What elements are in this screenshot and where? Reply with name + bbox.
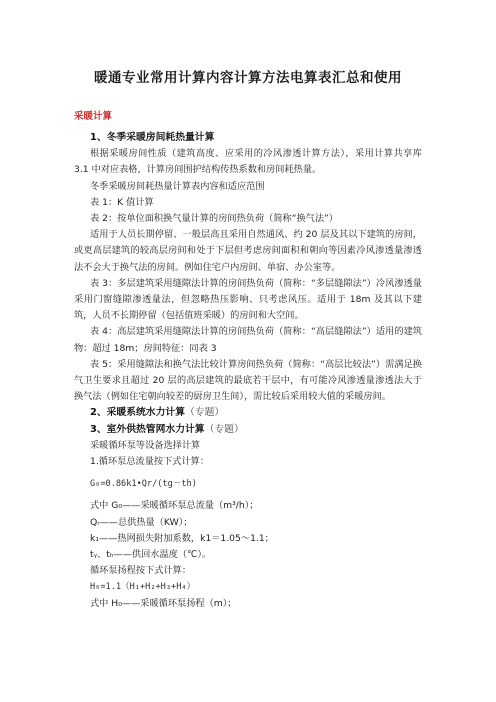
- heading-hydraulic-calc: [74, 405, 422, 421]
- paragraph-def-g: 式中 G₀——采暖循环泵总流量（m³/h）；: [90, 500, 259, 512]
- heading-network-calc-note: （专题）: [204, 423, 244, 435]
- paragraph-pump-selection: 采暖循环泵等设备选择计算: [90, 439, 201, 451]
- paragraph-def-h: 式中 H₀——采暖循环泵扬程（m）；: [90, 597, 237, 609]
- paragraph-table-1: 表 1：K 值计算: [90, 196, 154, 208]
- paragraph-pump-head: 循环泵扬程按下式计算：: [90, 565, 192, 577]
- formula-head: H₀=1.1（H₁+H₂+H₃+H₄）: [90, 582, 196, 593]
- paragraph-def-q: Qᵣ——总供热量（KW）；: [90, 516, 193, 528]
- paragraph-def-k: k₁——热网损失附加系数，k1＝1.05～1.1；: [90, 532, 274, 544]
- heading-network-calc: [74, 422, 422, 438]
- paragraph-table-4: 表 4：高层建筑采用缝隙法计算的房间热负荷（简称：“高层缝隙法”）适用的建筑物：超过 18m；房间特征：同表 3: [74, 326, 422, 354]
- heading-hydraulic-calc-text: 2、采暖系统水力计算: [90, 407, 185, 419]
- document-title: 暖通专业常用计算内容计算方法电算表汇总和使用: [94, 70, 402, 86]
- paragraph-table-2: 表 2：按单位面积换气量计算的房间热负荷（简称“换气法”）: [90, 213, 338, 225]
- paragraph-intro: 根据采暖房间性质（建筑高度、应采用的冷风渗透计算方法），采用计算共享库 3.1 中对应表格，计算房间围护结构传热系数和房间耗热量。: [74, 148, 422, 176]
- section-heading-heating: 采暖计算: [74, 111, 113, 122]
- paragraph-table-5: 表 5：采用缝隙法和换气法比较计算房间热负荷（简称：“高层比较法”）需满足换气卫生要求且超过 20 层的高层建筑的最底若干层中，有可能冷风渗透量渗透法大于换气法（例如住宅朝向较差的厨房卫生间），需比较后采用较大值的采暖房间。: [74, 358, 422, 403]
- heading-network-calc-text: 3、室外供热管网水力计算: [90, 423, 205, 435]
- heading-hydraulic-calc-note: （专题）: [185, 407, 225, 419]
- paragraph-pump-flow: 1.循环泵总流量按下式计算：: [90, 456, 210, 468]
- paragraph-table-3: 表 3：多层建筑采用缝隙法计算的房间热负荷（简称：“多层缝隙法”）冷风渗透量采用门窗缝隙渗透量法，但忽略热压影响、只考虑风压。适用于 18m 及其以下建筑，人员不长期停留（包括值班采暖）的房间和大空间。: [74, 277, 422, 322]
- paragraph-def-t: tᵧ、tₕ——供回水温度（℃）。: [90, 549, 212, 561]
- document-body: [74, 130, 422, 612]
- heading-room-heat-load: 1、冬季采暖房间耗热量计算: [90, 132, 215, 143]
- paragraph-table-list-title: 冬季采暖房间耗热量计算表内容和适应范围: [90, 180, 265, 192]
- formula-flow: G₀=0.86k1•Qr/(tg－th): [90, 479, 197, 490]
- paragraph-table-2-scope: 适用于人员长期停留、一般层高且采用自然通风、约 20 层及其以下建筑的房间，或更高层建筑的较高层房间和处于下层但考虑房间面积和朝向等因素冷风渗透量渗透法不会大于换气法的房间。例如住宅户内房间、单宿、办公室等。: [74, 229, 422, 273]
